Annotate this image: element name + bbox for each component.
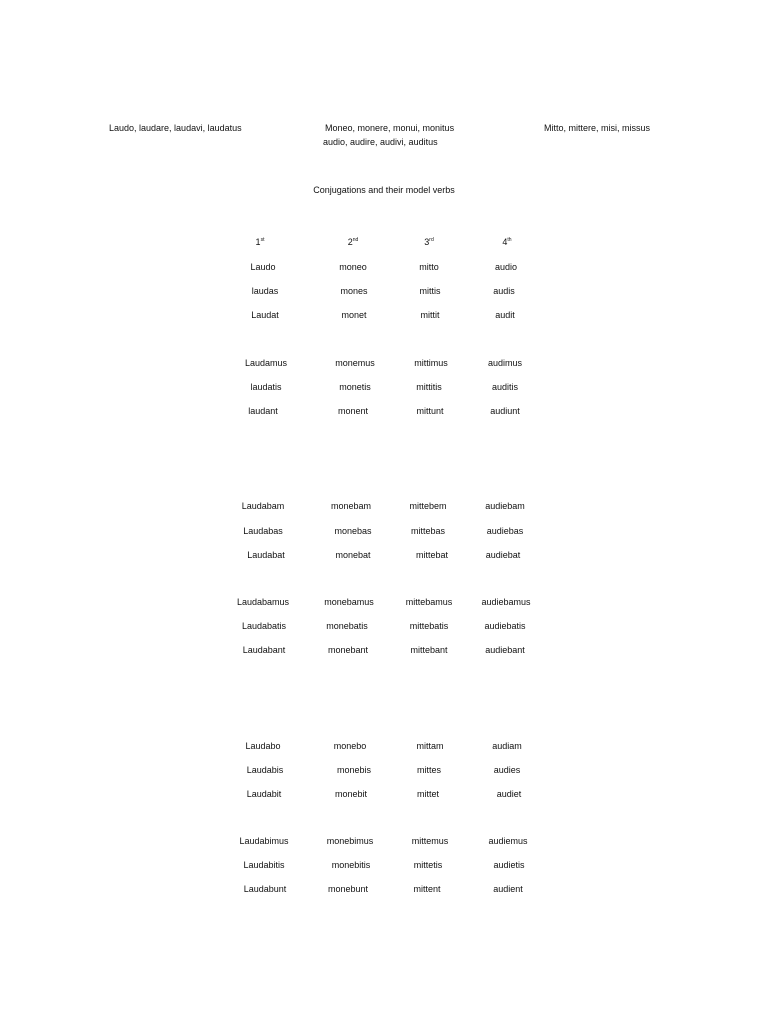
cell: auditis xyxy=(491,382,519,392)
cell: Laudabo xyxy=(245,741,281,751)
cell: mittebem xyxy=(409,501,447,511)
cell: Laudabam xyxy=(241,501,285,511)
cell: Laudabunt xyxy=(243,884,287,894)
cell: Laudamus xyxy=(244,358,288,368)
cell: monemus xyxy=(335,358,375,368)
cell: mittitis xyxy=(416,382,442,392)
cell: audient xyxy=(493,884,523,894)
cell: audiebatis xyxy=(484,621,526,631)
cell: laudatis xyxy=(250,382,282,392)
cell: laudas xyxy=(251,286,279,296)
principal-parts-fourth: audio, audire, audivi, auditus xyxy=(323,137,438,147)
cell: Laudo xyxy=(250,262,276,272)
cell: Laudabis xyxy=(246,765,284,775)
cell: mittimus xyxy=(414,358,448,368)
principal-parts-second: Moneo, monere, monui, monitus xyxy=(325,123,455,133)
cell: mones xyxy=(340,286,368,296)
cell: audiunt xyxy=(490,406,520,416)
cell: mittunt xyxy=(416,406,444,416)
cell: mittet xyxy=(416,789,440,799)
cell: mittebamus xyxy=(405,597,453,607)
cell: monebimus xyxy=(326,836,374,846)
cell: mitto xyxy=(419,262,439,272)
cell: moneo xyxy=(339,262,367,272)
cell: audiam xyxy=(492,741,522,751)
cell: audiebas xyxy=(486,526,524,536)
cell: audiemus xyxy=(488,836,528,846)
cell: Laudabit xyxy=(246,789,282,799)
cell: audiebant xyxy=(485,645,525,655)
cell: audietis xyxy=(493,860,525,870)
cell: monebas xyxy=(334,526,372,536)
cell: monetis xyxy=(339,382,371,392)
cell: mittebatis xyxy=(409,621,449,631)
cell: monent xyxy=(337,406,369,416)
cell: audio xyxy=(494,262,518,272)
cell: audimus xyxy=(487,358,523,368)
cell: monet xyxy=(341,310,367,320)
cell: audis xyxy=(493,286,515,296)
cell: audit xyxy=(495,310,515,320)
cell: monebam xyxy=(330,501,372,511)
cell: monebit xyxy=(334,789,368,799)
cell: laudant xyxy=(248,406,278,416)
cell: mittent xyxy=(413,884,441,894)
cell: Laudabitis xyxy=(243,860,285,870)
cell: Laudabat xyxy=(247,550,285,560)
cell: monebunt xyxy=(327,884,369,894)
cell: mittis xyxy=(419,286,441,296)
cell: monebo xyxy=(333,741,367,751)
principal-parts-first: Laudo, laudare, laudavi, laudatus xyxy=(109,123,242,133)
cell: monebatis xyxy=(326,621,368,631)
cell: monebat xyxy=(335,550,371,560)
cell: monebamus xyxy=(324,597,374,607)
cell: Laudat xyxy=(251,310,279,320)
cell: Laudabant xyxy=(242,645,286,655)
header-fourth: 4th xyxy=(502,237,512,247)
cell: Laudabas xyxy=(243,526,283,536)
cell: Laudabatis xyxy=(241,621,287,631)
cell: audies xyxy=(493,765,521,775)
cell: mittes xyxy=(416,765,442,775)
cell: monebitis xyxy=(331,860,371,870)
cell: mittebant xyxy=(410,645,448,655)
cell: audiebat xyxy=(485,550,521,560)
cell: mittit xyxy=(420,310,440,320)
cell: monebant xyxy=(327,645,369,655)
cell: mittebat xyxy=(415,550,449,560)
principal-parts-third: Mitto, mittere, misi, missus xyxy=(544,123,651,133)
cell: mittetis xyxy=(413,860,443,870)
header-second: 2nd xyxy=(347,237,359,247)
cell: audiebamus xyxy=(481,597,531,607)
cell: audiet xyxy=(496,789,522,799)
page-title: Conjugations and their model verbs xyxy=(313,185,455,195)
cell: mittemus xyxy=(411,836,449,846)
cell: monebis xyxy=(336,765,372,775)
cell: mittam xyxy=(416,741,444,751)
cell: Laudabamus xyxy=(236,597,290,607)
cell: audiebam xyxy=(485,501,525,511)
cell: Laudabimus xyxy=(239,836,289,846)
cell: mittebas xyxy=(410,526,446,536)
header-third: 3rd xyxy=(424,237,434,247)
header-first: 1st xyxy=(255,237,265,247)
